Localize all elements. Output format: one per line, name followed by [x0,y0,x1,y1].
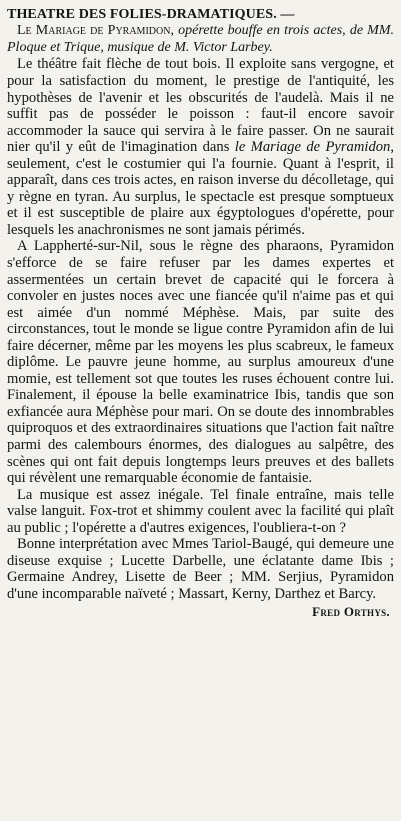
paragraph-cast: Bonne interprétation avec Mmes Tariol-Baugé, qui demeure une diseuse exquise ; Lucette Darbelle, une éclatante dame Ibis ; Germaine Andrey, Lisette de Beer ; MM. Serjius, Pyramidon d'une incomparable naïveté ; Massart, Kerny, Darthez et Barcy. [7,536,394,602]
theatre-heading: THEATRE DES FOLIES-DRAMATIQUES. — [7,7,295,22]
intro-title-ref: le Mariage de Pyramidon [234,139,391,156]
paragraph-music: La musique est assez inégale. Tel finale entraîne, mais telle valse languit. Fox-trot et shimmy coulent avec la facilité qui plaît au public ; l'opérette a d'autres exigences, l'oubliera-t-on ? [7,486,394,536]
play-credits: opérette bouffe en trois actes, de MM. Ploque et Trique, musique de M. Victor Larbey. [7,23,394,55]
paragraph-plot: A Lappherté-sur-Nil, sous le règne des pharaons, Pyramidon s'efforce de se faire refuser par les dames expertes et assermentées un certain brevet de capacité qui le forcera à convoler en justes noces avec une fiancée qu'il n'aime pas et qui est aimée d'un nommé Méphèse. Mais, par suite des circonstances, tout le monde se ligue contre Pyramidon afin de lui faire décerner, même par les moyens les plus scabreux, le fameux diplôme. Le pauvre jeune homme, au surplus amoureux d'une momie, est tellement sot que toutes les ruses échouent contre lui. Finalement, il épouse la belle examinatrice Ibis, tandis que son exfiancée aura Méphèse pour mari. On se doute des innombrables quiproquos et des extraordinaires situations que l'action fait naître parmi des calembours énormes, des dialogues au salpêtre, des scènes qui ont fait depuis longtemps leurs preuves et des ballets qui révèlent une remarquable économie de fantaisie. [7,238,394,487]
author-signature: Fred Orthys. [312,604,390,620]
intro-text-b: , seulement, c'est le costumier qui l'a fournie. Quant à l'esprit, il apparaît, dans ces trois actes, en raison inverse du décolletage, qui y règne en tyran. Au surplus, le spectacle est presque somptueux et il est susceptible de plaire aux égyptologues d'opérette, pour lesquels les anachronismes ne sont jamais périmés. [7,139,394,238]
paragraph-intro [7,56,394,238]
play-subhead [7,23,394,56]
intro-text-a: Le théâtre fait flèche de tout bois. Il exploite sans vergogne, et pour la satisfaction du moment, le prestige de l'antiquité, les hypothèses de l'avenir et les obscurités de l'audelà. Mais il ne suffit pas de posséder le poisson : faut-il encore savoir accommoder la sauce qui servira à le faire passer. On ne saurait nier qu'il y eût de l'imagination dans [7,56,394,156]
play-title: Le Mariage de Pyramidon, [17,23,174,38]
